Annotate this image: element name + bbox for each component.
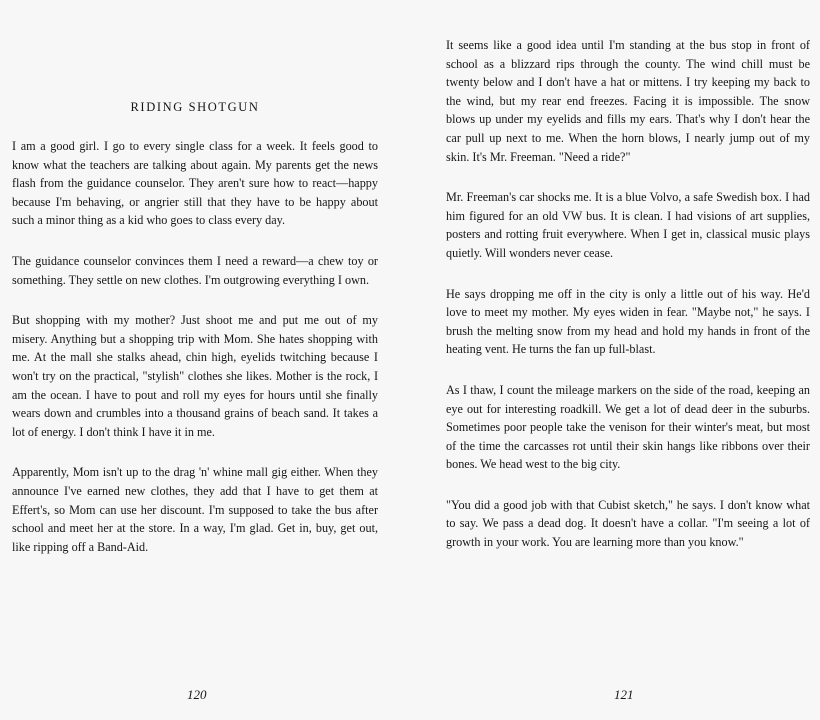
right-page xyxy=(446,0,810,720)
paragraph: The guidance counselor convinces them I need a reward—a chew toy or something. They settle on new clothes. I'm outgrowing everything I own. xyxy=(12,253,378,287)
paragraph: Apparently, Mom isn't up to the drag 'n' whine mall gig either. When they announce I've earned new clothes, they add that I have to get them at Effert's, so Mom can use her discount. I'm supposed to take the bus after school and meet her at the store. In a way, I'm glad. Get in, buy, get out, like ripping off a Band-Aid. xyxy=(12,465,378,554)
paragraph: I am a good girl. I go to every single class for a week. It feels good to know what the teachers are talking about again. My parents get the news flash from the guidance counselor. They aren't sure how to react—happy because I'm behaving, or angrier still that they have to be happy about such a minor thing as a kid who goes to class every day. xyxy=(12,139,378,228)
paragraph: But shopping with my mother? Just shoot me and put me out of my misery. Anything but a shopping trip with Mom. She hates shopping with me. At the mall she stalks ahead, chin high, eyelids twitching because I won't try on the practical, "stylish" clothes she likes. Mother is the rock, I am the ocean. I have to pout and roll my eyes for hours until she finally wears down and crumbles into a thousand grains of beach sand. It takes a lot of energy. I don't think I have it in me. xyxy=(12,313,378,439)
left-page-text xyxy=(12,137,378,578)
paragraph: It seems like a good idea until I'm standing at the bus stop in front of school as a blizzard rips through the county. The wind chill must be twenty below and I don't have a hat or mittens. I try keeping my back to the wind, but my rear end freezes. Facing it is impossible. The snow blows up under my eyelids and fills my ears. That's why I don't hear the car pull up next to me. When the horn blows, I nearly jump out of my skin. It's Mr. Freeman. "Need a ride?" xyxy=(446,38,810,164)
chapter-title: RIDING SHOTGUN xyxy=(130,100,260,114)
left-page xyxy=(12,0,378,720)
page-number: 121 xyxy=(614,687,634,702)
paragraph: He says dropping me off in the city is only a little out of his way. He'd love to meet my mother. My eyes widen in fear. "Maybe not," he says. I brush the melting snow from my head and hold my hands in front of the heating vent. He turns the fan up full-blast. xyxy=(446,286,810,357)
paragraph: Mr. Freeman's car shocks me. It is a blue Volvo, a safe Swedish box. I had him figured for an old VW bus. It is clean. I had visions of art supplies, posters and rotting fruit everywhere. When I get in, classical music plays quietly. Will wonders never cease. xyxy=(446,190,810,260)
page-number: 120 xyxy=(187,687,207,702)
right-page-text xyxy=(446,36,810,574)
paragraph: "You did a good job with that Cubist sketch," he says. I don't know what to say. We pass a dead dog. It doesn't have a collar. "I'm seeing a lot of growth in your work. You are learning more than you know." xyxy=(446,497,810,550)
paragraph: As I thaw, I count the mileage markers on the side of the road, keeping an eye out for interesting roadkill. We get a lot of dead deer in the suburbs. Sometimes poor people take the venison for their winter's meat, but most of the time the carcasses rot until their skin hangs like ribbons over their bones. We head west to the big city. xyxy=(446,382,810,472)
